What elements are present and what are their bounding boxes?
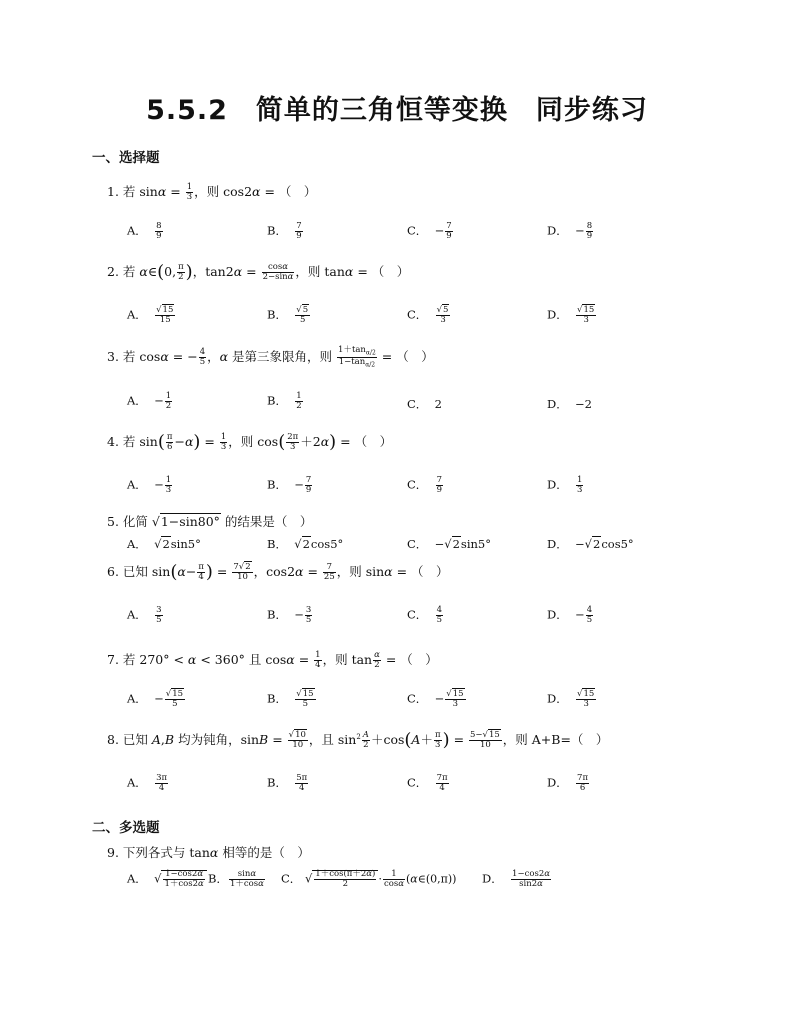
q1-option-a[interactable]: A． $\frac{8}{9}$ — [127, 221, 162, 241]
page-title: 5.5.2 简单的三角恒等变换 同步练习 — [146, 95, 648, 126]
section-heading-single-choice: 一、选择题 — [92, 150, 160, 166]
q1-option-b[interactable]: B． $\frac{7}{9}$ — [267, 221, 302, 241]
q3-option-b[interactable]: B． $\frac{1}{2}$ — [267, 391, 302, 411]
q1-option-d[interactable]: D． − $\frac{8}{9}$ — [547, 221, 593, 241]
q6-option-c[interactable]: C． $\frac{4}{5}$ — [407, 605, 443, 625]
q9-option-b[interactable]: B． $\frac{\sin\alpha}{1+\cos\alpha}$ — [208, 869, 264, 889]
q4-option-b[interactable]: B． − $\frac{7}{9}$ — [267, 475, 312, 495]
question-3: 3. 若 cosα = − $\frac{4}{5}$ ，α 是第三象限角，则 $\frac{1+\tan_{\alpha/2}}{1-\tan_{\alpha/2}}$ = （ ） — [107, 345, 434, 369]
q5-option-d[interactable]: D． −√2cos5° — [547, 537, 634, 551]
section-heading-multi-choice: 二、多选题 — [92, 820, 160, 836]
q3-option-a[interactable]: A． − $\frac{1}{2}$ — [127, 391, 172, 411]
q2-option-d[interactable]: D． $\frac{√15}{3}$ — [547, 305, 595, 325]
q9-option-c[interactable]: C． √ $\frac{1+\cos(\pi+2\alpha)}{2}$ · $\frac{1}{\cos\alpha}$ (α∈(0,π)) — [281, 869, 457, 889]
question-7: 7. 若 270° < α < 360° 且 cosα = $\frac{1}{4}$ ，则 tan $\frac{\alpha}{2}$ = （ ） — [107, 650, 438, 670]
q9-option-d[interactable]: D． $\frac{1-\cos 2\alpha}{\sin 2\alpha}$ — [482, 869, 550, 889]
q1-option-c[interactable]: C． − $\frac{7}{9}$ — [407, 221, 452, 241]
q8-option-b[interactable]: B． $\frac{5\pi}{4}$ — [267, 773, 308, 793]
q6-option-d[interactable]: D． − $\frac{4}{5}$ — [547, 605, 593, 625]
q9-option-a[interactable]: A． √ $\frac{1-\cos 2\alpha}{1+\cos 2\alpha}$ — [127, 870, 207, 889]
q7-option-a[interactable]: A． − $\frac{√15}{5}$ — [127, 689, 184, 709]
question-5: 5. 化简 √1−sin80° 的结果是（ ） — [107, 514, 313, 529]
q3-option-d[interactable]: D． −2 — [547, 397, 592, 411]
q2-option-c[interactable]: C． $\frac{√5}{3}$ — [407, 305, 449, 325]
question-4: 4. 若 sin( $\frac{\pi}{6}$ −α) = $\frac{1}{3}$ ，则 cos( $\frac{2\pi}{3}$ ＋2α) = （ ） — [107, 431, 393, 453]
q4-option-d[interactable]: D． $\frac{1}{3}$ — [547, 475, 583, 495]
q5-option-c[interactable]: C． −√2sin5° — [407, 537, 491, 551]
question-9: 9. 下列各式与 tanα 相等的是（ ） — [107, 845, 310, 860]
question-2: 2. 若 α∈(0, $\frac{\pi}{2}$ )，tan2α = $\frac{\cos\alpha}{2-\sin\alpha}$ ，则 tanα = （ ） — [107, 261, 410, 283]
q2-option-b[interactable]: B． $\frac{√5}{5}$ — [267, 305, 309, 325]
q7-option-c[interactable]: C． − $\frac{√15}{3}$ — [407, 689, 464, 709]
q4-option-a[interactable]: A． − $\frac{1}{3}$ — [127, 475, 172, 495]
q3-option-c[interactable]: C． 2 — [407, 397, 442, 411]
q8-option-a[interactable]: A． $\frac{3\pi}{4}$ — [127, 773, 168, 793]
q4-option-c[interactable]: C． $\frac{7}{9}$ — [407, 475, 443, 495]
q8-option-d[interactable]: D． $\frac{7\pi}{6}$ — [547, 773, 589, 793]
q5-option-a[interactable]: A． √2sin5° — [127, 537, 201, 551]
question-6: 6. 已知 sin(α− $\frac{\pi}{4}$ ) = $\frac{7√2}{10}$ ，cos2α = $\frac{7}{25}$ ，则 sinα = （ ） — [107, 561, 449, 583]
q6-option-b[interactable]: B． − $\frac{3}{5}$ — [267, 605, 312, 625]
q5-option-b[interactable]: B． √2cos5° — [267, 537, 344, 551]
q7-option-d[interactable]: D． $\frac{√15}{3}$ — [547, 689, 595, 709]
question-8: 8. 已知 A,B 均为钝角，sinB = $\frac{√10}{10}$ ，且 $\sin^2$ $\frac{A}{2}$ ＋cos(A＋ $\frac{\pi}{3}$ ) = $\frac{5-√15}{10}$ ，则 A+B=（ ） — [107, 729, 609, 751]
question-1: 1. 若 sinα = $\frac{1}{3}$ ，则 cos2α = （ ） — [107, 182, 317, 202]
q7-option-b[interactable]: B． $\frac{√15}{5}$ — [267, 689, 314, 709]
q6-option-a[interactable]: A． $\frac{3}{5}$ — [127, 605, 162, 625]
q8-option-c[interactable]: C． $\frac{7\pi}{4}$ — [407, 773, 448, 793]
q2-option-a[interactable]: A． $\frac{√15}{15}$ — [127, 305, 174, 325]
